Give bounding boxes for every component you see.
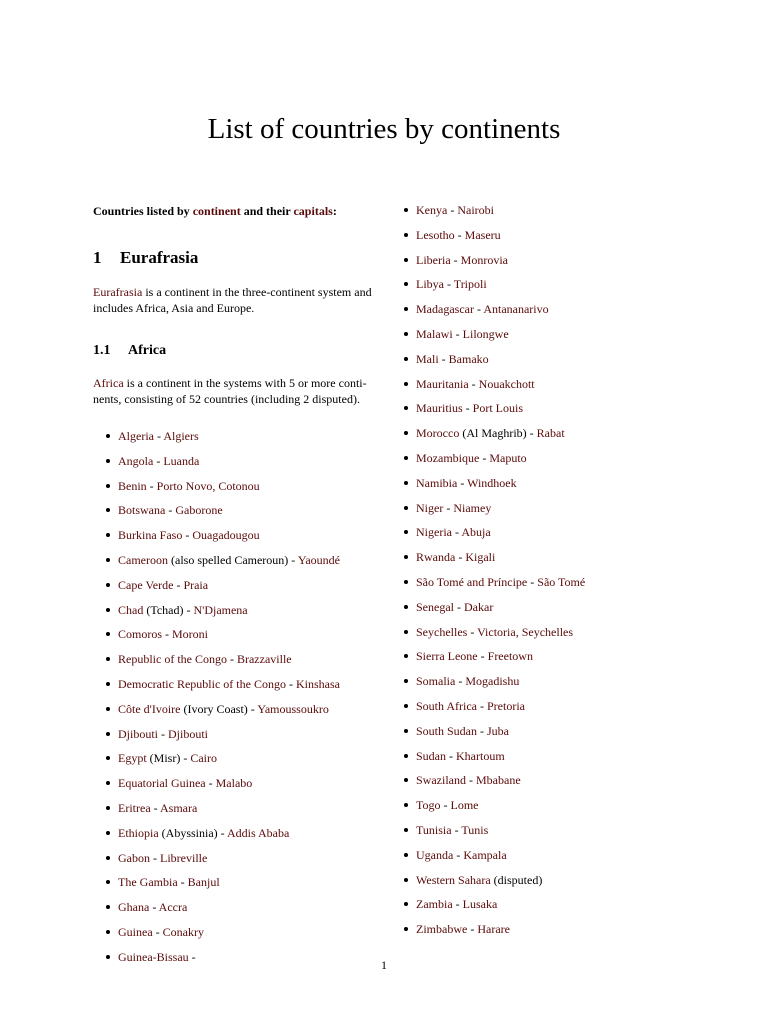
country-link[interactable]: Equatorial Guinea <box>118 776 206 791</box>
capital-link[interactable]: Nouakchott <box>478 376 535 391</box>
capital-link[interactable]: Harare <box>477 922 510 937</box>
country-link[interactable]: Zambia <box>416 897 453 912</box>
list-item <box>93 725 383 750</box>
bullet-icon <box>106 657 110 661</box>
list-item <box>403 350 693 375</box>
page-number: 1 <box>381 958 387 972</box>
bullet-icon <box>404 481 408 485</box>
bullet-icon <box>404 506 408 510</box>
list-item <box>93 675 383 700</box>
bullet-icon <box>106 682 110 686</box>
list-item <box>403 399 693 424</box>
list-item <box>403 523 693 548</box>
country-link[interactable]: Comoros <box>118 627 163 642</box>
capital-link[interactable]: Windhoek <box>467 475 517 490</box>
list-item <box>93 774 383 799</box>
separator-text: - <box>455 550 466 565</box>
capital-link[interactable]: Porto Novo, Cotonou <box>156 478 260 493</box>
separator-text: - <box>285 676 296 691</box>
country-link[interactable]: Lesotho <box>416 227 455 242</box>
capital-link[interactable]: Lilongwe <box>462 326 509 341</box>
africa-paragraph <box>93 376 383 407</box>
capital-link[interactable]: Asmara <box>160 800 198 815</box>
country-link[interactable]: Swaziland <box>416 773 466 788</box>
bullet-icon <box>404 902 408 906</box>
list-item <box>93 601 383 626</box>
country-link[interactable]: Guinea-Bissau <box>118 949 189 964</box>
bullet-icon <box>404 456 408 460</box>
capital-link[interactable]: Bamako <box>448 351 489 366</box>
list-item <box>93 799 383 824</box>
list-item <box>403 573 693 598</box>
list-item <box>403 300 693 325</box>
capital-link[interactable]: Moroni <box>172 627 209 642</box>
country-link[interactable]: Cameroon <box>118 552 168 567</box>
capital-link[interactable]: Djibouti <box>168 726 209 741</box>
separator-text: - <box>182 528 193 543</box>
bullet-icon <box>404 555 408 559</box>
eurafrasia-link[interactable]: Eurafrasia <box>93 285 143 299</box>
bullet-icon <box>106 806 110 810</box>
left-column <box>93 201 383 973</box>
list-item <box>403 747 693 772</box>
separator-text: - <box>444 277 454 292</box>
africa-link[interactable]: Africa <box>93 376 124 390</box>
country-link[interactable]: Tunisia <box>416 822 452 837</box>
separator-text: - <box>451 525 462 540</box>
capital-link[interactable]: Lusaka <box>462 897 498 912</box>
africa-country-list-right <box>403 201 693 945</box>
bullet-icon <box>404 307 408 311</box>
bullet-icon <box>404 605 408 609</box>
capital-link[interactable]: Accra <box>158 900 188 915</box>
country-link[interactable]: Côte d'Ivoire <box>118 701 181 716</box>
capital-link[interactable]: Ouagadougou <box>192 528 260 543</box>
bullet-icon <box>106 880 110 884</box>
separator-text: - <box>527 574 538 589</box>
bullet-icon <box>404 704 408 708</box>
capital-link[interactable]: Lome <box>450 798 479 813</box>
list-item <box>403 201 693 226</box>
separator-text: - <box>447 203 458 217</box>
country-link[interactable]: Kenya <box>416 203 448 217</box>
list-item <box>93 452 383 477</box>
bullet-icon <box>404 357 408 361</box>
separator-text: (Misr) - <box>146 751 191 766</box>
capital-link[interactable]: Kigali <box>465 550 496 565</box>
list-item <box>403 325 693 350</box>
separator-text: (Al Maghrib) - <box>459 426 537 441</box>
country-link[interactable]: Liberia <box>416 252 451 267</box>
separator-text: - <box>477 723 488 738</box>
separator-text: - <box>467 624 478 639</box>
list-item <box>93 551 383 576</box>
separator-text: - <box>162 627 173 642</box>
country-link[interactable]: Nigeria <box>416 525 452 540</box>
separator-text: - <box>153 429 164 443</box>
capital-link[interactable]: Yaoundé <box>297 552 340 567</box>
list-item <box>93 824 383 849</box>
bullet-icon <box>106 632 110 636</box>
country-link[interactable]: Togo <box>416 798 441 813</box>
bullet-icon <box>404 233 408 237</box>
bullet-icon <box>404 828 408 832</box>
list-item <box>403 920 693 945</box>
bullet-icon <box>404 431 408 435</box>
capital-link[interactable]: Praia <box>183 577 209 592</box>
bullet-icon <box>106 732 110 736</box>
separator-text: - <box>440 798 451 813</box>
separator-text: - <box>477 698 487 713</box>
separator-text: - <box>468 376 479 391</box>
bullet-icon <box>404 282 408 286</box>
bullet-icon <box>106 781 110 785</box>
eurafrasia-text: is a continent in the three-continent system and includes Africa, Asia and Europe. <box>93 285 372 315</box>
separator-text: - <box>226 652 237 667</box>
capital-link[interactable]: Nairobi <box>457 203 494 217</box>
country-link[interactable]: Zimbabwe <box>416 922 468 937</box>
country-link[interactable]: Malawi <box>416 326 453 341</box>
list-item <box>403 821 693 846</box>
list-item <box>403 251 693 276</box>
list-item <box>403 499 693 524</box>
country-link[interactable]: South Africa <box>416 698 477 713</box>
country-link[interactable]: The Gambia <box>118 875 178 890</box>
separator-text: - <box>462 401 473 416</box>
bullet-icon <box>404 679 408 683</box>
list-item <box>403 871 693 896</box>
intro-text <box>93 201 383 221</box>
bullet-icon <box>106 583 110 587</box>
capital-link[interactable]: Conakry <box>162 924 204 939</box>
bullet-icon <box>404 654 408 658</box>
separator-text: (Tchad) - <box>143 602 194 617</box>
separator-text: - <box>452 326 463 341</box>
country-link[interactable]: Namibia <box>416 475 458 490</box>
country-link[interactable]: Somalia <box>416 674 456 689</box>
list-item <box>93 849 383 874</box>
country-link[interactable]: Seychelles <box>416 624 468 639</box>
list-item <box>403 474 693 499</box>
list-item <box>93 576 383 601</box>
separator-text: - <box>451 822 462 837</box>
list-item <box>403 771 693 796</box>
capital-link[interactable]: Tripoli <box>453 277 487 292</box>
bullet-icon <box>404 580 408 584</box>
country-link[interactable]: Madagascar <box>416 302 474 317</box>
separator-text: - <box>152 924 163 939</box>
separator-text: - <box>450 252 461 267</box>
country-link[interactable]: Algeria <box>118 429 154 443</box>
country-link[interactable]: Ethiopia <box>118 825 159 840</box>
list-item <box>93 898 383 923</box>
bullet-icon <box>404 208 408 212</box>
list-item <box>403 846 693 871</box>
list-item <box>403 796 693 821</box>
country-link[interactable]: South Sudan <box>416 723 478 738</box>
capital-link[interactable]: Dakar <box>464 599 494 614</box>
separator-text: - <box>146 478 157 493</box>
separator-text: - <box>455 674 466 689</box>
country-link[interactable]: Mauritius <box>416 401 463 416</box>
separator-text: - <box>158 726 169 741</box>
capital-link[interactable]: Tunis <box>461 822 489 837</box>
capital-link[interactable]: Mbabane <box>476 773 521 788</box>
country-link[interactable]: Mozambique <box>416 450 480 465</box>
separator-text: - <box>205 776 216 791</box>
intro-suffix: : <box>332 204 337 218</box>
bullet-icon <box>404 332 408 336</box>
capital-link[interactable]: São Tomé <box>537 574 586 589</box>
bullet-icon <box>404 382 408 386</box>
list-item <box>403 424 693 449</box>
capital-link[interactable]: Algiers <box>163 429 199 443</box>
separator-text: - <box>446 748 456 763</box>
separator-text: (Ivory Coast) - <box>180 701 258 716</box>
country-link[interactable]: Rwanda <box>416 550 456 565</box>
separator-text: - <box>473 302 484 317</box>
separator-text: - <box>453 847 464 862</box>
capitals-link[interactable]: capitals <box>293 204 333 218</box>
bullet-icon <box>404 927 408 931</box>
capital-link[interactable]: Brazzaville <box>236 652 292 667</box>
separator-text: - <box>165 503 176 518</box>
bullet-icon <box>106 558 110 562</box>
bullet-icon <box>404 853 408 857</box>
intro-middle: and their <box>240 204 294 218</box>
separator-text: - <box>177 875 188 890</box>
bullet-icon <box>106 756 110 760</box>
list-item <box>403 722 693 747</box>
section-number: 1 <box>93 248 102 267</box>
list-item <box>403 672 693 697</box>
country-link[interactable]: Sudan <box>416 748 446 763</box>
separator-text: (disputed) <box>490 872 543 887</box>
right-column <box>403 201 693 945</box>
list-item <box>93 923 383 948</box>
bullet-icon <box>106 434 110 438</box>
bullet-icon <box>404 530 408 534</box>
bullet-icon <box>106 508 110 512</box>
capital-link[interactable]: Rabat <box>536 426 565 441</box>
capital-link[interactable]: Maseru <box>464 227 501 242</box>
separator-text: - <box>150 800 160 815</box>
separator-text: - <box>457 475 468 490</box>
bullet-icon <box>404 878 408 882</box>
list-item <box>93 873 383 898</box>
bullet-icon <box>106 831 110 835</box>
country-link[interactable]: Mali <box>416 351 439 366</box>
list-item <box>403 449 693 474</box>
capital-link[interactable]: Addis Ababa <box>227 825 290 840</box>
separator-text: - <box>467 922 478 937</box>
africa-text-line2: nents, consisting of 52 countries (including 2 disputed). <box>93 391 360 406</box>
bullet-icon <box>404 754 408 758</box>
capital-link[interactable]: Niamey <box>453 500 492 515</box>
capital-link[interactable]: Victoria, Seychelles <box>477 624 574 639</box>
country-link[interactable]: Angola <box>118 453 154 468</box>
capital-link[interactable]: Luanda <box>163 453 200 468</box>
country-link[interactable]: Chad <box>118 602 144 617</box>
capital-link[interactable]: Libreville <box>160 850 208 865</box>
capital-link[interactable]: Abuja <box>461 525 491 540</box>
bullet-icon <box>106 856 110 860</box>
list-item <box>93 749 383 774</box>
list-item <box>403 226 693 251</box>
country-link[interactable]: Niger <box>416 500 444 515</box>
country-link[interactable]: Burkina Faso <box>118 528 183 543</box>
bullet-icon <box>404 630 408 634</box>
separator-text: - <box>153 453 164 468</box>
separator-text: - <box>188 949 196 964</box>
list-item <box>403 697 693 722</box>
capital-link[interactable]: Kampala <box>463 847 507 862</box>
subsection-number: 1.1 <box>93 343 111 358</box>
country-link[interactable]: Mauritania <box>416 376 469 391</box>
capital-link[interactable]: Juba <box>487 723 510 738</box>
separator-text: - <box>477 649 488 664</box>
separator-text: - <box>454 599 464 614</box>
capital-link[interactable]: Monrovia <box>460 252 508 267</box>
country-link[interactable]: São Tomé and Príncipe <box>416 574 528 589</box>
list-item <box>93 650 383 675</box>
capital-link[interactable]: Cairo <box>190 751 218 766</box>
country-link[interactable]: Democratic Republic of the Congo <box>118 676 286 691</box>
intro-prefix: Countries listed by <box>93 204 193 218</box>
country-link[interactable]: Republic of the Congo <box>118 652 227 667</box>
list-item <box>403 895 693 920</box>
capital-link[interactable]: Freetown <box>487 649 533 664</box>
bullet-icon <box>404 803 408 807</box>
capital-link[interactable]: Kinshasa <box>295 676 340 691</box>
bullet-icon <box>106 484 110 488</box>
bullet-icon <box>404 778 408 782</box>
bullet-icon <box>106 905 110 909</box>
country-link[interactable]: Sierra Leone <box>416 649 478 664</box>
separator-text: - <box>479 450 490 465</box>
country-link[interactable]: Eritrea <box>118 800 151 815</box>
capital-link[interactable]: Maputo <box>489 450 527 465</box>
country-link[interactable]: Benin <box>118 478 147 493</box>
country-link[interactable]: Djibouti <box>118 726 159 741</box>
bullet-icon <box>106 930 110 934</box>
list-item <box>93 700 383 725</box>
bullet-icon <box>404 406 408 410</box>
continent-link[interactable]: continent <box>192 204 241 218</box>
list-item <box>93 477 383 502</box>
bullet-icon <box>106 459 110 463</box>
bullet-icon <box>106 608 110 612</box>
bullet-icon <box>404 729 408 733</box>
list-item <box>403 598 693 623</box>
section-title: Eurafrasia <box>120 248 199 267</box>
capital-link[interactable]: Malabo <box>215 776 253 791</box>
separator-text: (also spelled Cameroun) - <box>168 552 298 567</box>
eurafrasia-paragraph <box>93 285 383 316</box>
country-link[interactable]: Uganda <box>416 847 454 862</box>
subsection-title: Africa <box>128 343 167 358</box>
capital-link[interactable]: Pretoria <box>487 698 525 713</box>
capital-link[interactable]: Mogadishu <box>465 674 520 689</box>
bullet-icon <box>106 707 110 711</box>
separator-text: - <box>150 850 160 865</box>
separator-text: - <box>149 900 159 915</box>
country-link[interactable]: Cape Verde <box>118 577 174 592</box>
capital-link[interactable]: Banjul <box>187 875 220 890</box>
capital-link[interactable]: N'Djamena <box>193 602 248 617</box>
country-link[interactable]: Egypt <box>118 751 147 766</box>
separator-text: - <box>466 773 476 788</box>
list-item <box>93 526 383 551</box>
bullet-icon <box>404 258 408 262</box>
list-item <box>403 548 693 573</box>
separator-text: - <box>452 897 463 912</box>
capital-link[interactable]: Khartoum <box>456 748 505 763</box>
country-link[interactable]: Western Sahara <box>416 872 491 887</box>
list-item <box>93 427 383 452</box>
separator-text: - <box>173 577 184 592</box>
capital-link[interactable]: Gaborone <box>175 503 223 518</box>
country-link[interactable]: Senegal <box>416 599 454 614</box>
list-item <box>93 625 383 650</box>
country-link[interactable]: Gabon <box>118 850 150 865</box>
country-link[interactable]: Botswana <box>118 503 166 518</box>
capital-link[interactable]: Antananarivo <box>483 302 549 317</box>
separator-text: - <box>443 500 454 515</box>
list-item <box>403 623 693 648</box>
africa-text-line1: is a continent in the systems with 5 or more conti- <box>123 376 367 390</box>
list-item <box>403 647 693 672</box>
list-item <box>403 375 693 400</box>
list-item <box>93 501 383 526</box>
section-heading-eurafrasia <box>93 246 383 270</box>
country-link[interactable]: Morocco <box>416 426 460 441</box>
section-heading-africa <box>93 341 383 361</box>
separator-text: (Abyssinia) - <box>158 825 227 840</box>
capital-link[interactable]: Port Louis <box>472 401 524 416</box>
country-link[interactable]: Ghana <box>118 900 150 915</box>
separator-text: - <box>454 227 465 242</box>
africa-country-list-left <box>93 427 383 973</box>
bullet-icon <box>106 533 110 537</box>
capital-link[interactable]: Yamoussoukro <box>257 701 329 716</box>
page-title: List of countries by continents <box>207 113 561 145</box>
country-link[interactable]: Guinea <box>118 924 153 939</box>
country-link[interactable]: Libya <box>416 277 444 292</box>
list-item <box>403 275 693 300</box>
separator-text: - <box>438 351 449 366</box>
